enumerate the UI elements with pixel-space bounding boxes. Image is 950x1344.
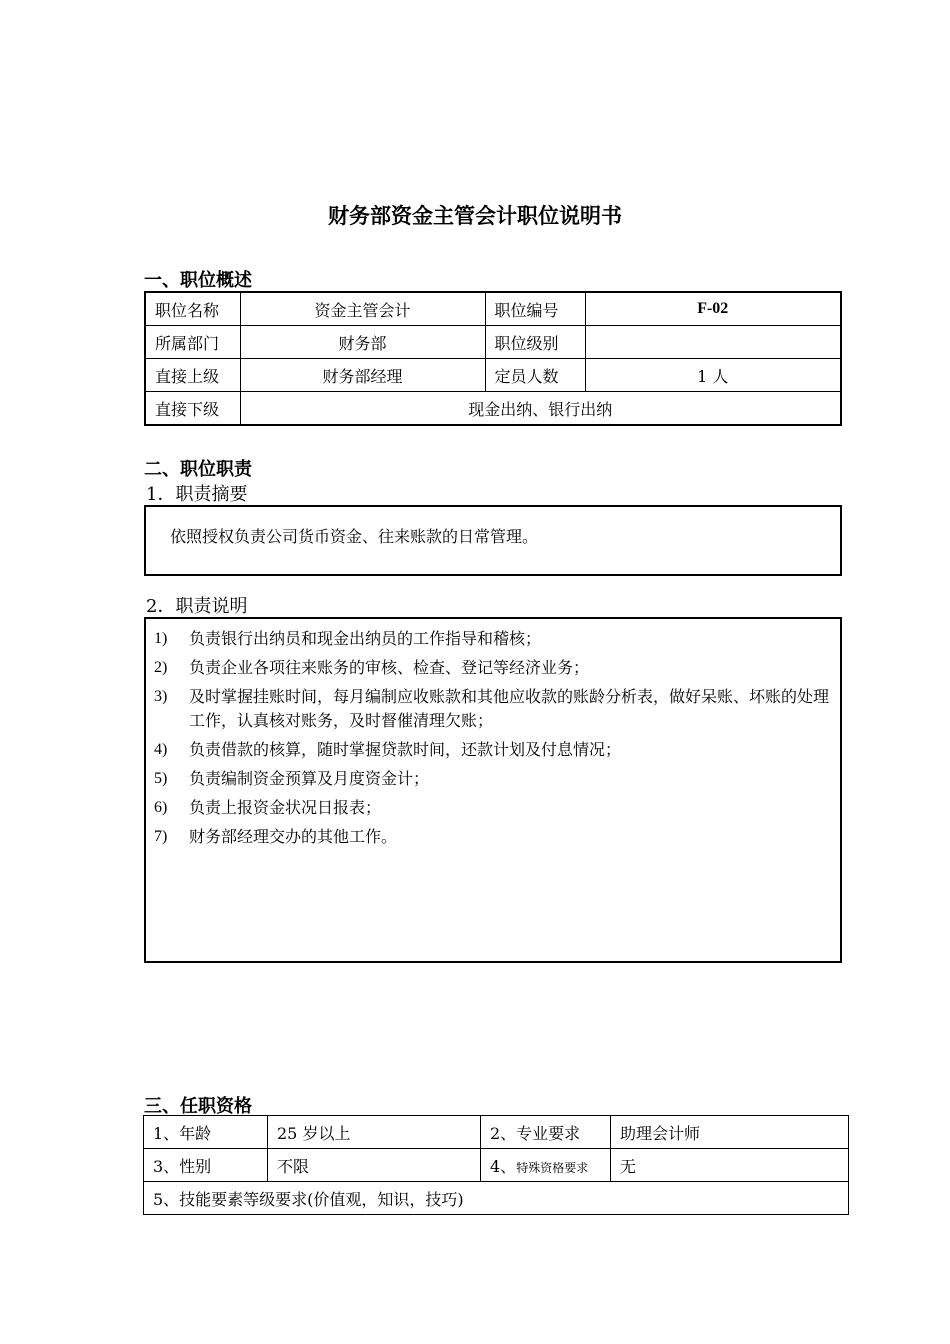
cell-label: 职位编号 xyxy=(485,292,585,326)
position-code: F-02 xyxy=(585,292,841,326)
list-item xyxy=(154,767,832,791)
list-item xyxy=(154,627,832,651)
item-text: 负责银行出纳员和现金出纳员的工作指导和稽核； xyxy=(189,629,542,648)
table-row xyxy=(145,292,841,326)
table-row xyxy=(144,1116,849,1149)
item-text: 负责企业各项往来账务的审核、检查、登记等经济业务； xyxy=(189,658,590,677)
list-item xyxy=(154,825,832,849)
cell-value: 财务部 xyxy=(240,326,485,359)
cell-value: 25 岁以上 xyxy=(268,1116,481,1149)
duties-subheading: 2．职责说明 xyxy=(146,596,248,617)
cell-label: 直接下级 xyxy=(145,392,240,426)
cell-value: 财务部经理 xyxy=(240,359,485,392)
section2-heading: 二、职位职责 xyxy=(144,459,252,480)
table-row xyxy=(145,359,841,392)
item-text: 负责编制资金预算及月度资金计； xyxy=(189,769,430,788)
label-text: 特殊资格要求 xyxy=(516,1160,589,1175)
cell-label xyxy=(481,1149,611,1182)
cell-label: 定员人数 xyxy=(485,359,585,392)
list-item xyxy=(154,685,832,733)
qualifications-table xyxy=(143,1115,849,1215)
cell-label: 3、性别 xyxy=(144,1149,268,1182)
item-text: 财务部经理交办的其他工作。 xyxy=(189,827,398,846)
list-item xyxy=(154,656,832,680)
cell-value: 不限 xyxy=(268,1149,481,1182)
item-text: 负责借款的核算，随时掌握贷款时间，还款计划及付息情况； xyxy=(189,740,622,759)
item-number: 6) xyxy=(154,799,168,816)
item-number: 4) xyxy=(154,741,168,758)
table-row xyxy=(145,326,841,359)
section3-heading: 三、任职资格 xyxy=(144,1096,252,1117)
cell-value: 1 人 xyxy=(585,359,841,392)
cell-value: 现金出纳、银行出纳 xyxy=(240,392,841,426)
cell-value xyxy=(585,326,841,359)
cell-label: 1、年龄 xyxy=(144,1116,268,1149)
document-title: 财务部资金主管会计职位说明书 xyxy=(328,204,622,228)
cell-label: 直接上级 xyxy=(145,359,240,392)
item-number: 2) xyxy=(154,659,168,676)
cell-value: 无 xyxy=(611,1149,849,1182)
section1-heading: 一、职位概述 xyxy=(144,270,252,291)
duty-summary-box xyxy=(144,505,842,576)
skills-requirement: 5、技能要素等级要求(价值观，知识，技巧) xyxy=(144,1182,849,1215)
item-number: 1) xyxy=(154,630,168,647)
position-overview-table xyxy=(144,291,842,426)
duties-box xyxy=(144,617,842,963)
item-number: 7) xyxy=(154,828,168,845)
label-number: 4、 xyxy=(490,1156,517,1176)
item-number: 3) xyxy=(154,688,168,705)
item-text: 及时掌握挂账时间，每月编制应收账款和其他应收款的账龄分析表，做好呆账、坏账的处理工作，认真核对账务，及时督催清理欠账； xyxy=(189,687,830,730)
cell-label: 所属部门 xyxy=(145,326,240,359)
cell-label: 2、专业要求 xyxy=(481,1116,611,1149)
item-number: 5) xyxy=(154,770,168,787)
table-row xyxy=(144,1182,849,1215)
table-row xyxy=(144,1149,849,1182)
cell-value: 资金主管会计 xyxy=(240,292,485,326)
list-item xyxy=(154,796,832,820)
cell-label: 职位级别 xyxy=(485,326,585,359)
item-text: 负责上报资金状况日报表； xyxy=(189,798,382,817)
list-item xyxy=(154,738,832,762)
summary-subheading: 1．职责摘要 xyxy=(146,484,248,505)
cell-value: 助理会计师 xyxy=(611,1116,849,1149)
table-row xyxy=(145,392,841,426)
duty-summary-text: 依照授权负责公司货币资金、往来账款的日常管理。 xyxy=(170,527,539,546)
duties-list xyxy=(146,619,840,849)
cell-label: 职位名称 xyxy=(145,292,240,326)
